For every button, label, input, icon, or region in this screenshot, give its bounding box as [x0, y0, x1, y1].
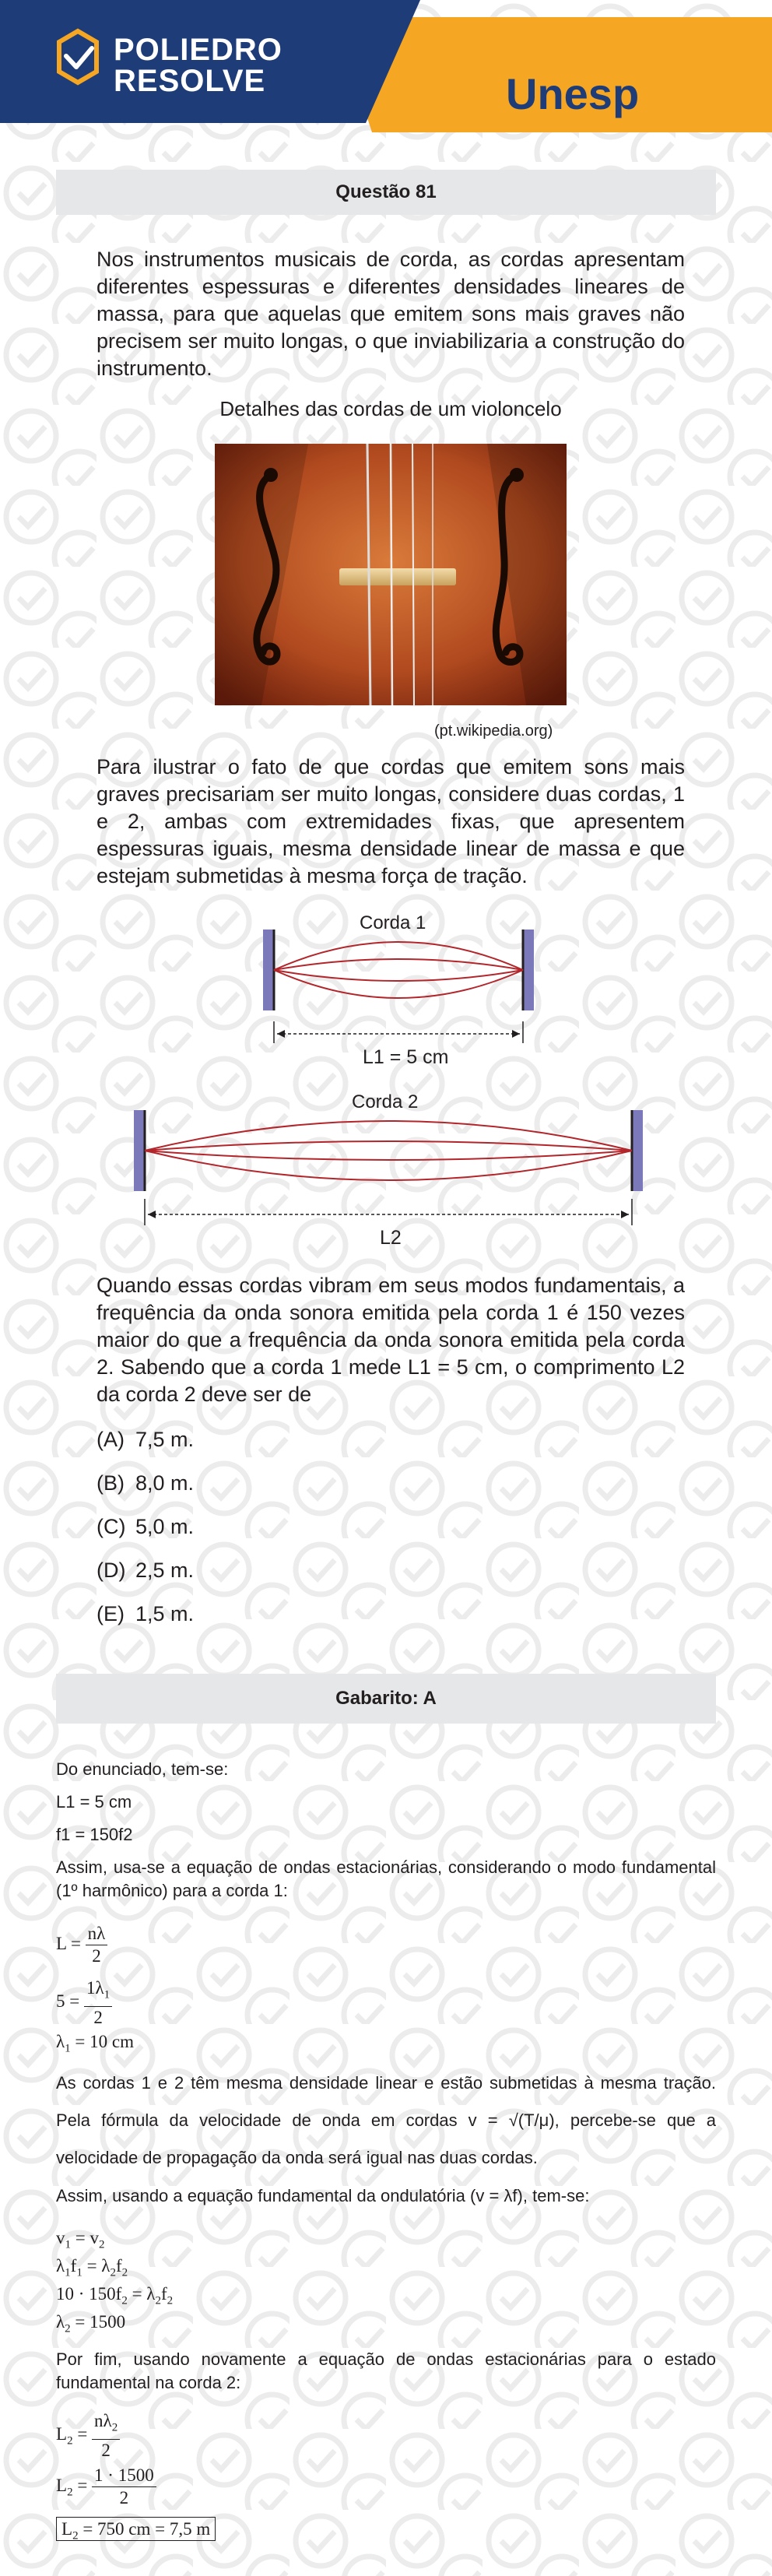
corda-1-label: Corda 1	[360, 912, 426, 933]
equation-3: $\lambda_1 = 10$ cm	[56, 2032, 134, 2055]
question-title: Questão 81	[56, 170, 716, 215]
solution-line-3: f1 = 150f2	[56, 1825, 133, 1844]
question-intro: Nos instrumentos musicais de corda, as cordas apresentam diferentes espessuras e diferentes densidades lineares de massa, para que aquelas que emitem sons mais graves não precisem ser muito longas, o que inviabilizaria a construção do instrumento.	[96, 248, 685, 380]
corda-2-left-post	[134, 1110, 145, 1191]
equation-7: $\lambda_2 = 1500$	[56, 2312, 126, 2335]
corda-1-dimension	[274, 1021, 523, 1043]
answer-title: Gabarito: A	[56, 1674, 716, 1724]
option-b-letter: (B)	[96, 1471, 125, 1495]
corda-2-wave	[145, 1121, 632, 1180]
corda-1-length-label: L1 = 5 cm	[363, 1046, 449, 1068]
option-b-text: 8,0 m.	[135, 1471, 195, 1495]
corda-1-left-post	[263, 930, 274, 1010]
brand-logo	[114, 34, 282, 97]
brand-line-1: POLIEDRO	[114, 33, 282, 67]
option-a-text: 7,5 m.	[135, 1428, 195, 1451]
option-e[interactable]	[96, 1602, 194, 1626]
option-a[interactable]	[96, 1428, 194, 1452]
solution-line-1: Do enunciado, tem-se:	[56, 1759, 229, 1779]
option-e-text: 1,5 m.	[135, 1602, 195, 1625]
cello-photo	[215, 444, 567, 705]
corda-2-dimension	[145, 1199, 632, 1225]
equation-2: 5 = $\frac{1\lambda_1}{2}$	[56, 1977, 112, 2029]
brand-line-2: RESOLVE	[114, 64, 266, 98]
option-c-letter: (C)	[96, 1515, 126, 1538]
corda-2-label: Corda 2	[352, 1091, 419, 1112]
option-d-text: 2,5 m.	[135, 1559, 195, 1582]
solution-line-5: As cordas 1 e 2 têm mesma densidade linear e estão submetidas à mesma tração. Pela fórmula da velocidade de onda em cordas v = √(T/μ), percebe-se que a velocidade de propagação da onda será igual nas duas cordas.	[56, 2073, 716, 2167]
equation-6: $10 \cdot 150f_2 = \lambda_2f_2$	[56, 2284, 174, 2307]
question-paragraph-3: Quando essas cordas vibram em seus modos fundamentais, a frequência da onda sonora emitida pela corda 1 é 150 vezes maior do que a frequência da onda sonora emitida pela corda 2. Sabendo que a corda 1 mede L1 = 5 cm, o comprimento L2 da corda 2 deve ser de	[96, 1274, 685, 1406]
option-a-letter: (A)	[96, 1428, 125, 1451]
corda-2-length-label: L2	[380, 1227, 402, 1249]
image-source: (pt.wikipedia.org)	[434, 722, 553, 740]
solution-line-2: L1 = 5 cm	[56, 1792, 132, 1812]
equation-1: L = $\frac{n\lambda}{2}$	[56, 1923, 107, 1967]
option-d[interactable]	[96, 1559, 194, 1583]
solution-line-4: Assim, usa-se a equação de ondas estacionárias, considerando o modo fundamental (1º harmônico) para a corda 1:	[56, 1857, 716, 1900]
option-c[interactable]	[96, 1515, 194, 1539]
image-caption: Detalhes das cordas de um violoncelo	[219, 397, 562, 420]
exam-name: Unesp	[506, 69, 640, 118]
question-paragraph-2: Para ilustrar o fato de que cordas que emitem sons mais graves precisariam ser muito longas, considere duas cordas, 1 e 2, ambas com extremidades fixas, que apresentem espessuras iguais, mesma densidade linear de massa e que estejam submetidas à mesma força de tração.	[96, 755, 685, 887]
corda-1-right-post	[523, 930, 534, 1010]
corda-2-right-post	[632, 1110, 643, 1191]
option-b[interactable]	[96, 1471, 194, 1495]
option-e-letter: (E)	[96, 1602, 125, 1625]
solution-line-7: Por fim, usando novamente a equação de ondas estacionárias para o estado fundamental na corda 2:	[56, 2349, 716, 2392]
final-answer-box: $L_2 = 750$ cm = 7,5 m	[56, 2519, 216, 2543]
equation-9: $L_2$ = $\frac{1 \cdot 1500}{2}$	[56, 2465, 156, 2509]
option-d-letter: (D)	[96, 1559, 126, 1582]
equation-4: $v_1 = v_2$	[56, 2228, 105, 2251]
corda-1-wave	[274, 942, 523, 998]
equation-5: $\lambda_1f_1 = \lambda_2f_2$	[56, 2256, 128, 2279]
equation-8: $L_2$ = $\frac{n\lambda_2}{2}$	[56, 2410, 120, 2462]
solution-line-6: Assim, usando a equação fundamental da ondulatória (v = λf), tem-se:	[56, 2186, 590, 2205]
option-c-text: 5,0 m.	[135, 1515, 195, 1538]
